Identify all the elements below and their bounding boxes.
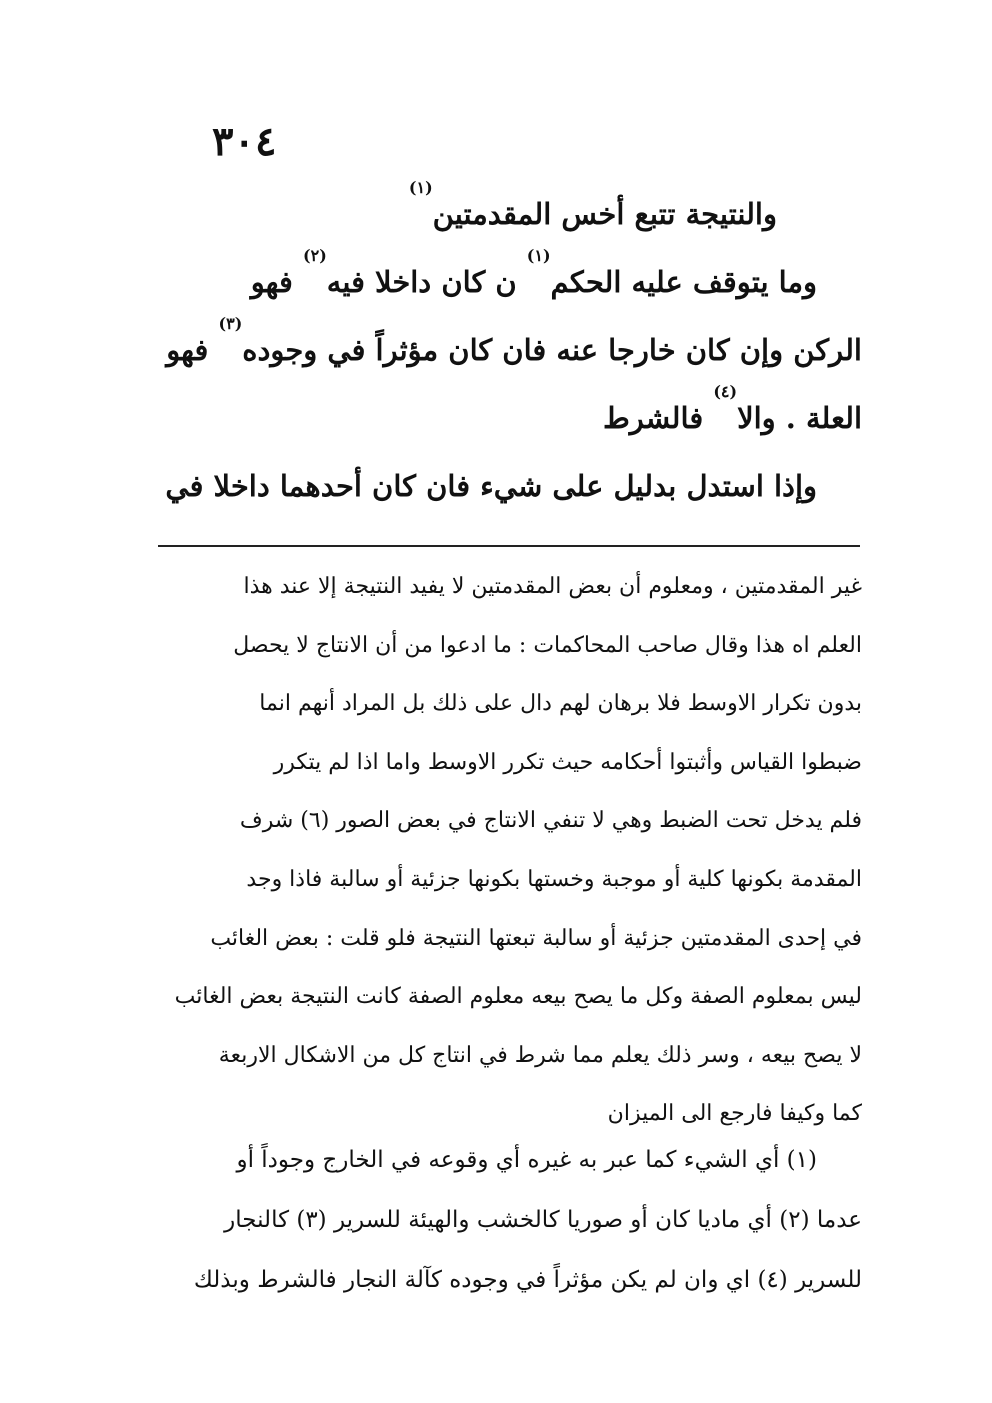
reference-line: عدما (٢) أي ماديا كان أو صوريا كالخشب والهيئة للسرير (٣) كالنجار [224,1207,862,1233]
main-text-segment: والنتيجة تتبع أخس المقدمتين [432,197,777,231]
main-text-segment: وإذا استدل بدليل على شيء فان كان أحدهما داخلا في [165,469,817,503]
reference-notes [150,1130,862,1310]
footnote-line: في إحدى المقدمتين جزئية أو سالبة تبعتها النتيجة فلو قلت : بعض الغائب [210,925,862,951]
main-text [150,180,862,520]
footnote-line: المقدمة بكونها كلية أو موجبة وخستها بكونها جزئية أو سالبة فاذا وجد [246,866,862,892]
main-text-segment: الركن وإن كان خارجا عنه فان كان مؤثراً في وجوده [242,333,862,367]
reference-line: للسرير (٤) اي وان لم يكن مؤثراً في وجوده كآلة النجار فالشرط وبذلك [193,1267,862,1293]
main-text-segment: وما يتوقف عليه الحكم [550,265,817,299]
footnotes [150,558,862,1144]
footnote-line: ليس بمعلوم الصفة وكل ما يصح بيعه معلوم الصفة كانت النتيجة بعض الغائب [174,984,862,1010]
footnote-line: بدون تكرار الاوسط فلا برهان لهم دال على ذلك بل المراد أنهم انما [259,691,862,717]
footnote-line: ضبطوا القياس وأثبتوا أحكامه حيث تكرر الاوسط واما اذا لم يتكرر [273,749,862,775]
main-text-segment: فهو [250,265,293,299]
page-number: ٣٠٤ [212,118,277,165]
reference-line: (١) أي الشيء كما عبر به غيره أي وقوعه في الخارج وجوداً أو [236,1147,817,1173]
footnote-ref: (١) [408,178,433,197]
footnote-line: فلم يدخل تحت الضبط وهي لا تنفي الانتاج في بعض الصور (٦) شرف [239,808,862,834]
footnote-ref: (٢) [303,246,327,265]
main-text-segment: العلة . والا [737,401,862,435]
main-line [150,248,862,316]
main-line [150,452,862,520]
main-text-segment: فالشرط [602,401,704,435]
footnote-line: كما وكيفا فارجع الى الميزان [607,1101,862,1127]
footnote-line: لا يصح بيعه ، وسر ذلك يعلم مما شرط في انتاج كل من الاشكال الاربعة [218,1042,862,1068]
footnote-divider [158,545,860,547]
main-text-segment: ن كان داخلا فيه [326,265,517,299]
footnote-ref: (٤) [713,382,738,401]
footnote-line: العلم اه هذا وقال صاحب المحاكمات : ما ادعوا من أن الانتاج لا يحصل [233,632,862,658]
main-line [150,384,862,452]
footnote-ref: (١) [526,246,551,265]
footnote-ref: (٣) [218,314,243,333]
main-text-segment: فهو [166,333,209,367]
main-line [150,180,822,248]
main-line [150,316,862,384]
footnote-line: غير المقدمتين ، ومعلوم أن بعض المقدمتين لا يفيد النتيجة إلا عند هذا [243,574,862,599]
